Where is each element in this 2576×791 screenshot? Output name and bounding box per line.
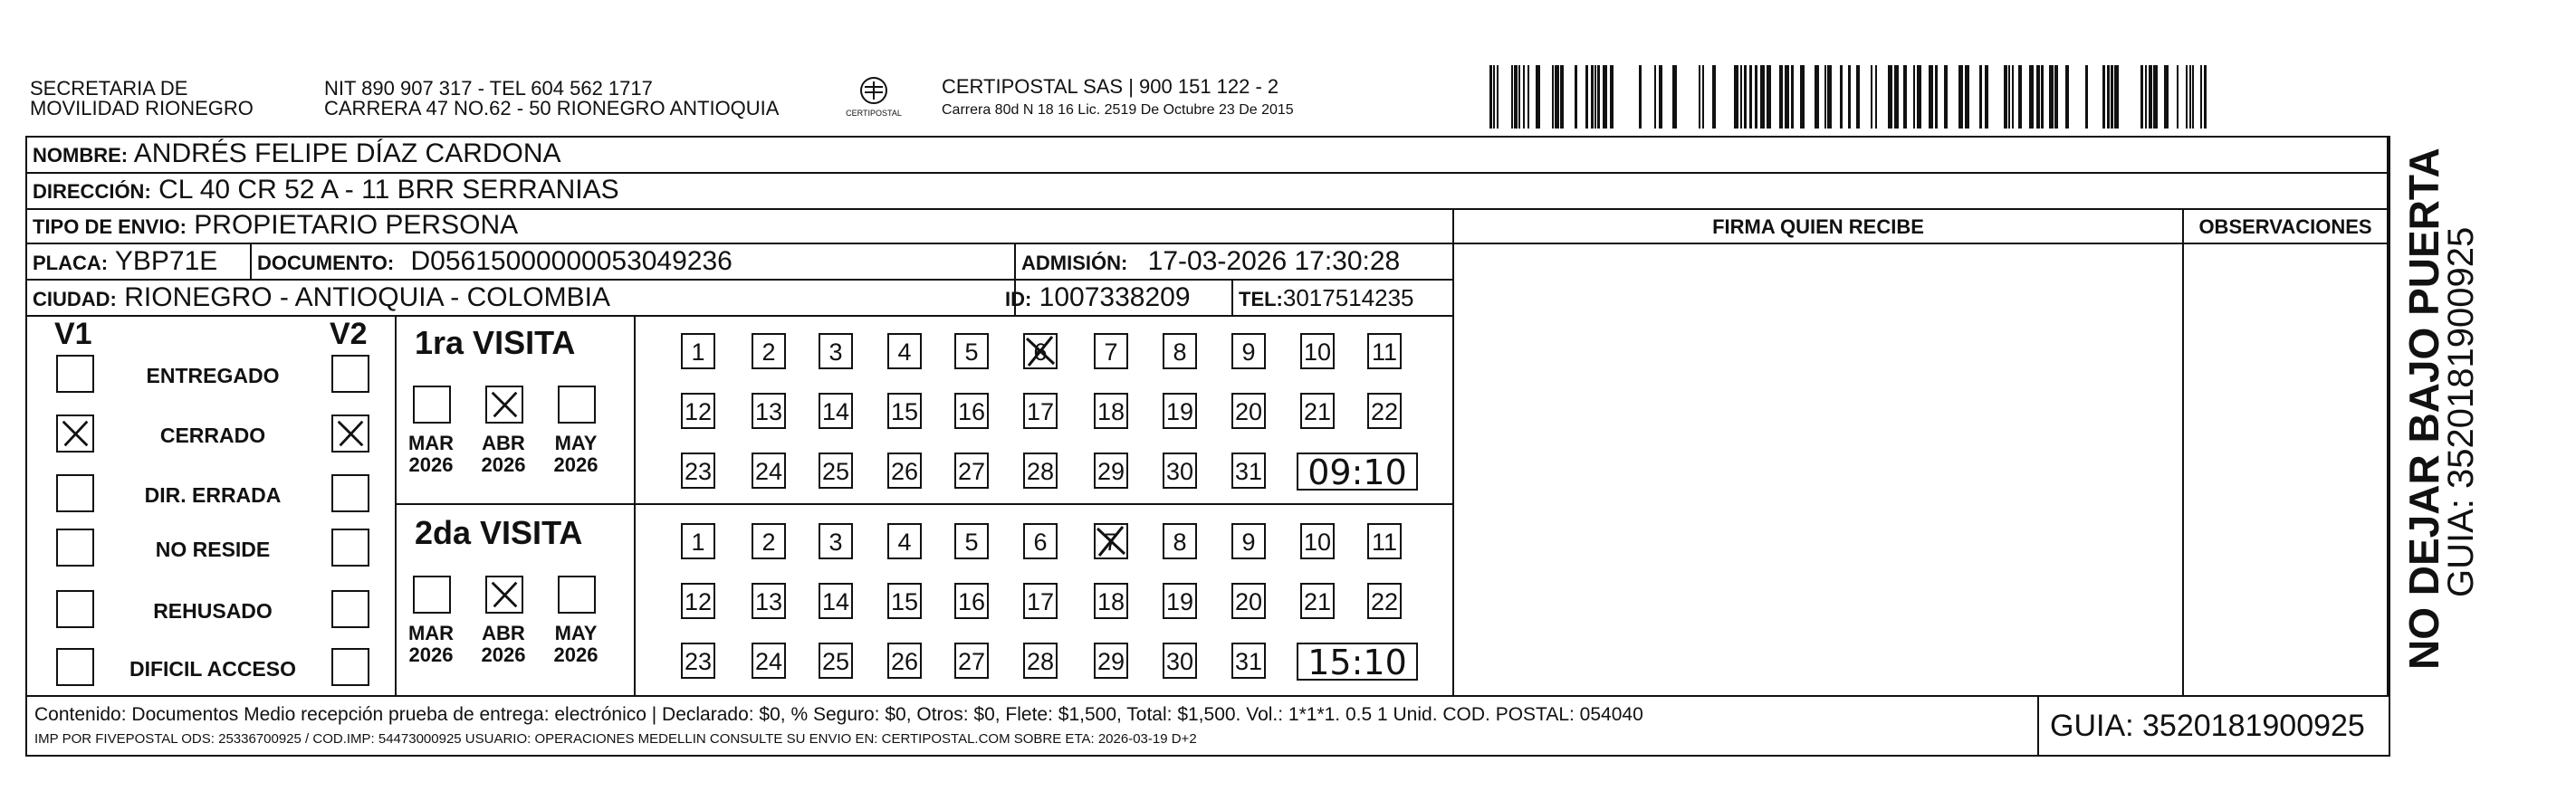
observaciones-column-title: OBSERVACIONES: [2198, 215, 2372, 238]
month-checkbox-abr[interactable]: [485, 386, 523, 424]
sender-address: CARRERA 47 NO.62 - 50 RIONEGRO ANTIOQUIA: [324, 97, 780, 119]
admision-value: 17-03-2026 17:30:28: [1147, 246, 1401, 276]
day-box-28[interactable]: 28: [1023, 643, 1058, 679]
tipo-label: TIPO DE ENVIO:: [33, 215, 187, 238]
day-box-10[interactable]: 10: [1300, 333, 1335, 369]
status-label: NO RESIDE: [155, 538, 271, 561]
status-label: REHUSADO: [153, 599, 273, 623]
v1-label: V1: [54, 317, 92, 351]
day-box-8[interactable]: 8: [1163, 333, 1197, 369]
day-box-6[interactable]: 6: [1023, 333, 1058, 369]
day-box-1[interactable]: 1: [681, 523, 715, 559]
day-box-25[interactable]: 25: [819, 643, 853, 679]
status-label: DIR. ERRADA: [144, 483, 282, 507]
day-box-9[interactable]: 9: [1231, 523, 1266, 559]
v1-checkbox-dificil-acceso[interactable]: [56, 648, 94, 686]
sender-name-line2: MOVILIDAD RIONEGRO: [30, 97, 254, 119]
contenido-text: Contenido: Documentos Medio recepción prueba de entrega: electrónico | Declarado: $0, % Seguro: $0, Otros: $0, Flete: $1,500, Total: $1,500. Vol.: 1*1*1. 0.5 1 Unid. COD. POSTAL: 054040: [34, 704, 1643, 725]
guia-number: GUIA: 3520181900925: [2050, 709, 2365, 743]
admision-field: [1021, 246, 1400, 279]
firma-column-title: FIRMA QUIEN RECIBE: [1712, 215, 1924, 238]
day-box-14[interactable]: 14: [819, 393, 853, 429]
day-box-31[interactable]: 31: [1231, 453, 1266, 489]
day-box-22[interactable]: 22: [1367, 583, 1402, 619]
day-box-29[interactable]: 29: [1094, 453, 1128, 489]
barcode: [1489, 65, 2214, 129]
day-box-22[interactable]: 22: [1367, 393, 1402, 429]
sender-name-line1: SECRETARIA DE: [30, 77, 188, 100]
month-checkbox-may[interactable]: [558, 576, 596, 614]
day-box-23[interactable]: 23: [681, 643, 715, 679]
right-border: [2387, 136, 2389, 697]
day-box-4[interactable]: 4: [887, 333, 922, 369]
id-field: [1005, 282, 1191, 315]
status-label: CERRADO: [159, 424, 266, 447]
direccion-label: DIRECCIÓN:: [33, 180, 151, 203]
day-box-19[interactable]: 19: [1163, 393, 1197, 429]
v2-checkbox-no-reside[interactable]: [331, 529, 369, 567]
day-box-2[interactable]: 2: [752, 523, 786, 559]
day-box-31[interactable]: 31: [1231, 643, 1266, 679]
tipo-row: [33, 210, 518, 243]
tel-label: TEL:: [1239, 288, 1283, 310]
day-box-29[interactable]: 29: [1094, 643, 1128, 679]
day-box-18[interactable]: 18: [1094, 393, 1128, 429]
month-label: MAY 2026: [553, 432, 599, 476]
v1-checkbox-rehusado[interactable]: [56, 590, 94, 628]
day-box-17[interactable]: 17: [1023, 583, 1058, 619]
id-label: ID:: [1005, 288, 1032, 310]
day-box-26[interactable]: 26: [887, 453, 922, 489]
day-box-1[interactable]: 1: [681, 333, 715, 369]
day-box-11[interactable]: 11: [1367, 523, 1402, 559]
day-box-13[interactable]: 13: [752, 583, 786, 619]
month-checkbox-may[interactable]: [558, 386, 596, 424]
day-box-27[interactable]: 27: [954, 643, 989, 679]
v2-checkbox-rehusado[interactable]: [331, 590, 369, 628]
month-label: MAY 2026: [553, 622, 599, 666]
visit-time[interactable]: 09:10: [1297, 453, 1418, 491]
v2-label: V2: [330, 317, 368, 351]
day-box-4[interactable]: 4: [887, 523, 922, 559]
day-box-7[interactable]: 7: [1094, 333, 1128, 369]
day-box-21[interactable]: 21: [1300, 393, 1335, 429]
day-box-14[interactable]: 14: [819, 583, 853, 619]
day-box-20[interactable]: 20: [1231, 393, 1266, 429]
id-value: 1007338209: [1039, 282, 1191, 312]
v1-checkbox-dir-errada[interactable]: [56, 474, 94, 512]
v1-checkbox-no-reside[interactable]: [56, 529, 94, 567]
day-box-21[interactable]: 21: [1300, 583, 1335, 619]
month-label: ABR 2026: [481, 622, 526, 666]
month-label: MAR 2026: [407, 432, 455, 476]
placa-label: PLACA:: [33, 252, 109, 274]
day-box-5[interactable]: 5: [954, 523, 989, 559]
day-box-16[interactable]: 16: [954, 583, 989, 619]
day-box-20[interactable]: 20: [1231, 583, 1266, 619]
imp-text: IMP POR FIVEPOSTAL ODS: 25336700925 / COD.IMP: 54473000925 USUARIO: OPERACIONES MEDELLIN CONSULTE SU ENVIO EN: CERTIPOSTAL.COM SOBRE ETA: 2026-03-19 D+2: [34, 731, 1197, 747]
v2-checkbox-entregado[interactable]: [331, 355, 369, 393]
day-box-2[interactable]: 2: [752, 333, 786, 369]
v2-checkbox-dificil-acceso[interactable]: [331, 648, 369, 686]
nombre-label: NOMBRE:: [33, 144, 129, 167]
day-box-13[interactable]: 13: [752, 393, 786, 429]
ciudad-field: [33, 282, 610, 315]
day-box-30[interactable]: 30: [1163, 643, 1197, 679]
status-label: DIFICIL ACCESO: [129, 657, 296, 681]
month-checkbox-abr[interactable]: [485, 576, 523, 614]
day-box-9[interactable]: 9: [1231, 333, 1266, 369]
nombre-row: [33, 138, 561, 171]
direccion-row: [33, 175, 619, 207]
sender-nit: NIT 890 907 317 - TEL 604 562 1717: [324, 77, 653, 100]
carrier-name: CERTIPOSTAL SAS | 900 151 122 - 2: [942, 75, 1279, 98]
admision-label: ADMISIÓN:: [1021, 252, 1128, 274]
v1-checkbox-cerrado[interactable]: [56, 415, 94, 453]
visit-time[interactable]: 15:10: [1297, 643, 1418, 681]
documento-value: D05615000000053049236: [410, 246, 733, 276]
logo-text: CERTIPOSTAL: [846, 109, 902, 118]
month-checkbox-mar[interactable]: [413, 576, 451, 614]
certipostal-logo: [833, 74, 915, 121]
day-box-12[interactable]: 12: [681, 393, 715, 429]
day-box-23[interactable]: 23: [681, 453, 715, 489]
day-box-27[interactable]: 27: [954, 453, 989, 489]
day-box-12[interactable]: 12: [681, 583, 715, 619]
month-label: ABR 2026: [481, 432, 526, 476]
v1-checkbox-entregado[interactable]: [56, 355, 94, 393]
day-box-25[interactable]: 25: [819, 453, 853, 489]
day-box-11[interactable]: 11: [1367, 333, 1402, 369]
placa-value: YBP71E: [114, 246, 218, 276]
nombre-value: ANDRÉS FELIPE DÍAZ CARDONA: [133, 138, 561, 168]
v2-checkbox-dir-errada[interactable]: [331, 474, 369, 512]
month-label: MAR 2026: [407, 622, 455, 666]
day-box-6[interactable]: 6: [1023, 523, 1058, 559]
day-box-7[interactable]: 7: [1094, 523, 1128, 559]
day-box-10[interactable]: 10: [1300, 523, 1335, 559]
no-dejar-bajo-puerta: NO DEJAR BAJO PUERTA: [2400, 148, 2447, 670]
status-label: ENTREGADO: [146, 364, 280, 387]
day-box-3[interactable]: 3: [819, 523, 853, 559]
ciudad-label: CIUDAD:: [33, 288, 117, 310]
side-guia: GUIA: 3520181900925: [2441, 226, 2481, 597]
documento-label: DOCUMENTO:: [257, 252, 395, 274]
day-box-15[interactable]: 15: [887, 393, 922, 429]
day-box-16[interactable]: 16: [954, 393, 989, 429]
day-box-24[interactable]: 24: [752, 453, 786, 489]
day-box-24[interactable]: 24: [752, 643, 786, 679]
day-box-3[interactable]: 3: [819, 333, 853, 369]
day-box-5[interactable]: 5: [954, 333, 989, 369]
visit-title: 2da VISITA: [415, 514, 583, 551]
month-checkbox-mar[interactable]: [413, 386, 451, 424]
day-box-28[interactable]: 28: [1023, 453, 1058, 489]
visit-title: 1ra VISITA: [415, 324, 576, 361]
ciudad-value: RIONEGRO - ANTIOQUIA - COLOMBIA: [124, 282, 610, 312]
v2-checkbox-cerrado[interactable]: [331, 415, 369, 453]
day-box-15[interactable]: 15: [887, 583, 922, 619]
tel-value: 3017514235: [1282, 284, 1414, 311]
day-box-19[interactable]: 19: [1163, 583, 1197, 619]
day-box-8[interactable]: 8: [1163, 523, 1197, 559]
day-box-26[interactable]: 26: [887, 643, 922, 679]
direccion-value: CL 40 CR 52 A - 11 BRR SERRANIAS: [158, 175, 619, 205]
day-box-30[interactable]: 30: [1163, 453, 1197, 489]
day-box-17[interactable]: 17: [1023, 393, 1058, 429]
documento-field: [257, 246, 733, 279]
tel-field: [1239, 282, 1414, 315]
placa-field: [33, 246, 217, 279]
tipo-value: PROPIETARIO PERSONA: [194, 210, 519, 240]
carrier-license: Carrera 80d N 18 16 Lic. 2519 De Octubre 23 De 2015: [942, 102, 1294, 118]
day-box-18[interactable]: 18: [1094, 583, 1128, 619]
